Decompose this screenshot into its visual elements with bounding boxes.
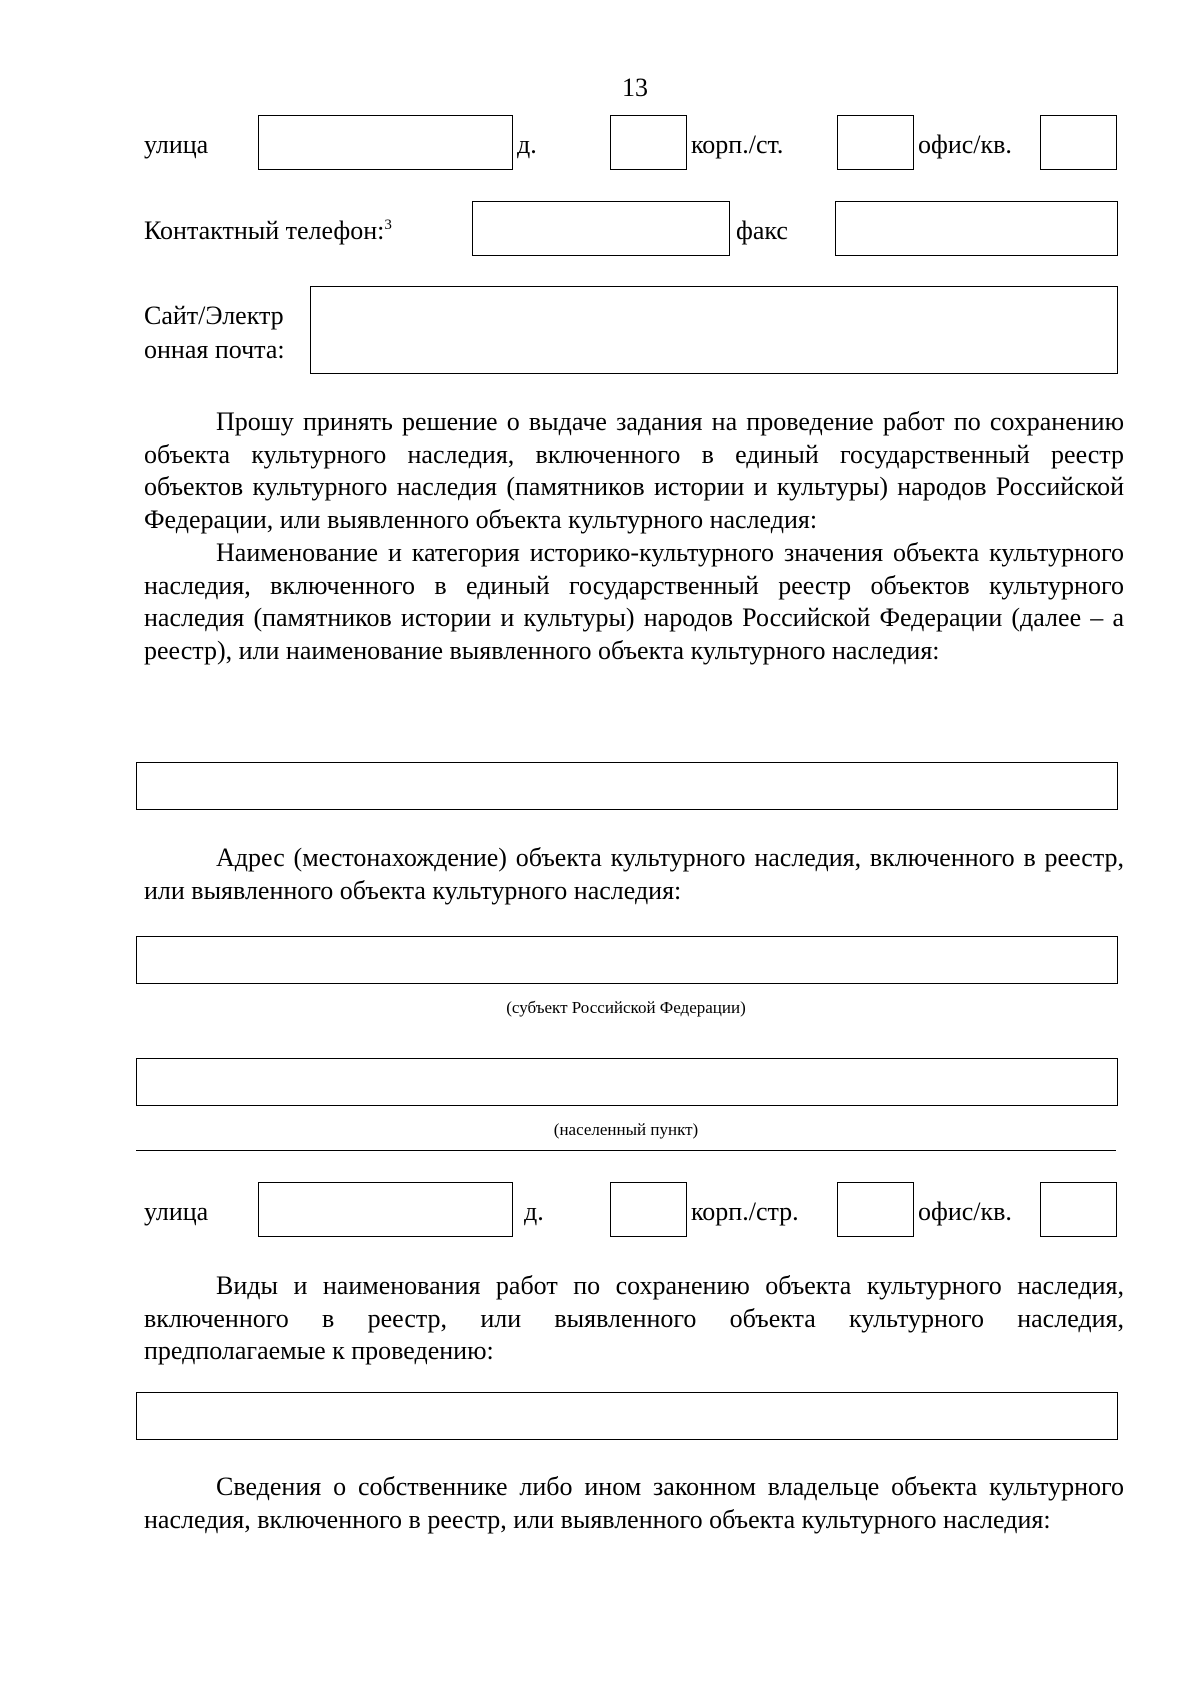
name-category-paragraph: Наименование и категория историко-культурного значения объекта культурного наследия, включенного в единый государственный реестр объектов культурного наследия (памятников истории и культуры) народов Российской Федерации (далее – а реестр), или наименование выявленного объекта культурного наследия: (144, 537, 1124, 665)
address-paragraph: Адрес (местонахождение) объекта культурного наследия, включенного в реестр, или выявленного объекта культурного наследия: (144, 843, 1124, 905)
house-field[interactable] (610, 115, 687, 170)
address-text-block (144, 842, 1124, 907)
works-paragraph: Виды и наименования работ по сохранению объекта культурного наследия, включенного в реестр, или выявленного объекта культурного наследия, предполагаемые к проведению: (144, 1271, 1124, 1366)
office-field[interactable] (1040, 115, 1117, 170)
house-label-2: д. (524, 1197, 544, 1226)
subject-caption: (субъект Российской Федерации) (506, 998, 746, 1017)
page-number: 13 (622, 73, 648, 102)
locality-field[interactable] (136, 1058, 1118, 1106)
street-field-2[interactable] (258, 1182, 513, 1237)
separator-line (136, 1150, 1116, 1151)
building-field[interactable] (837, 115, 914, 170)
fax-field[interactable] (835, 201, 1118, 256)
street-label-2: улица (144, 1197, 209, 1226)
house-label: д. (517, 130, 537, 159)
office-label-2: офис/кв. (918, 1197, 1012, 1226)
building-label: корп./ст. (691, 130, 784, 159)
subject-field[interactable] (136, 936, 1118, 984)
phone-field[interactable] (472, 201, 730, 256)
office-label: офис/кв. (918, 130, 1012, 159)
street-field[interactable] (258, 115, 513, 170)
locality-caption: (населенный пункт) (553, 1120, 699, 1139)
website-email-field[interactable] (310, 286, 1118, 374)
fax-label: факс (736, 216, 788, 245)
phone-label (144, 215, 392, 247)
website-label-line1: Сайт/Электр (144, 301, 284, 330)
object-name-field[interactable] (136, 762, 1118, 810)
request-paragraph: Прошу принять решение о выдаче задания на проведение работ по сохранению объекта культурного наследия, включенного в единый государственный реестр объектов культурного наследия (памятников истории и культуры) народов Российской Федерации, или выявленного объекта культурного наследия: (144, 407, 1124, 535)
works-text-block (144, 1270, 1124, 1368)
phone-label-text: Контактный телефон: (144, 216, 385, 245)
building-label-2: корп./стр. (691, 1197, 799, 1226)
works-field[interactable] (136, 1392, 1118, 1440)
office-field-2[interactable] (1040, 1182, 1117, 1237)
house-field-2[interactable] (610, 1182, 687, 1237)
owner-paragraph: Сведения о собственнике либо ином законном владельце объекта культурного наследия, включенного в реестр, или выявленного объекта культурного наследия: (144, 1472, 1124, 1534)
building-field-2[interactable] (837, 1182, 914, 1237)
street-label: улица (144, 130, 209, 159)
owner-text-block (144, 1471, 1124, 1536)
website-label-line2: онная почта: (144, 335, 285, 364)
request-text-block (144, 406, 1124, 668)
phone-footnote-mark: 3 (384, 217, 392, 233)
